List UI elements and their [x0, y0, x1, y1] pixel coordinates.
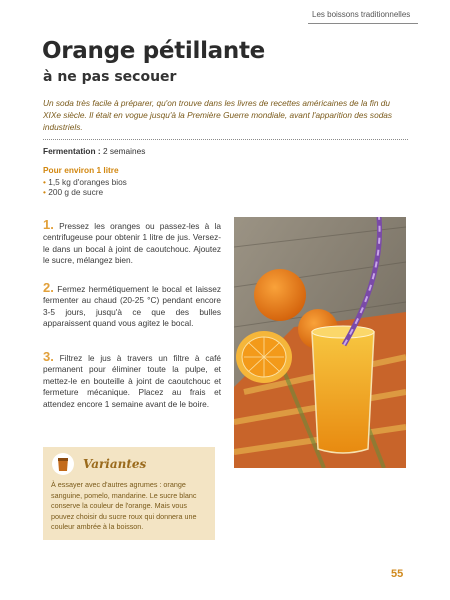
ingredients-title: Pour environ 1 litre	[43, 165, 119, 175]
ingredient-item: • 1,5 kg d'oranges bios	[43, 177, 127, 187]
page-number: 55	[391, 568, 404, 580]
step-text: Pressez les oranges ou passez-les à la centrifugeuse pour obtenir 1 litre de jus. Versez-le dans un bocal à joint de caoutchouc. Ajoutez le sucre, mélangez bien.	[43, 221, 221, 266]
fermentation-label: Fermentation :	[43, 146, 101, 156]
glass-icon	[52, 453, 74, 475]
step-2	[43, 280, 221, 330]
step-text: Filtrez le jus à travers un filtre à café permanent pour éliminer toute la pulpe, et mettez-le en bouteille à joint de caoutchouc et fermeture mécanique. Placez au frais et attendez encore 1 semaine avant de le boire.	[43, 353, 222, 409]
step-text: Fermez hermétiquement le bocal et laissez fermenter au chaud (20-25 °C) pendant encore 3-5 jours, jusqu'à ce que des bulles apparaissent quand vous agitez le bocal.	[43, 284, 221, 329]
variantes-title: Variantes	[83, 457, 147, 471]
step-number: 3.	[43, 349, 54, 364]
fermentation-info	[43, 146, 145, 156]
variantes-text: À essayer avec d'autres agrumes : orange sanguine, pomelo, mandarine. Le sucre blanc conserve la couleur de l'orange. Mais vous pouvez choisir du sucre roux qui donnera une couleur ambrée à la boisson.	[51, 480, 197, 531]
step-number: 1.	[43, 217, 54, 232]
section-title: Les boissons traditionnelles	[312, 10, 411, 19]
recipe-subtitle: à ne pas secouer	[43, 69, 177, 85]
header-rule	[308, 23, 418, 24]
recipe-intro: Un soda très facile à préparer, qu'on trouve dans les livres de recettes américaines de la fin du XIXe siècle. Il était en vogue jusqu'à la Première Guerre mondiale, avant l'apparition des sodas industriels.	[43, 98, 393, 132]
step-number: 2.	[43, 280, 54, 295]
fermentation-value: 2 semaines	[102, 146, 146, 156]
variantes-box	[43, 447, 215, 540]
step-3	[43, 349, 222, 410]
divider	[43, 139, 408, 140]
ingredient-item: • 200 g de sucre	[43, 187, 127, 197]
step-1	[43, 217, 221, 267]
orange-soda-photo	[234, 217, 406, 468]
recipe-title: Orange pétillante	[42, 38, 265, 64]
ingredients-list	[43, 177, 127, 197]
